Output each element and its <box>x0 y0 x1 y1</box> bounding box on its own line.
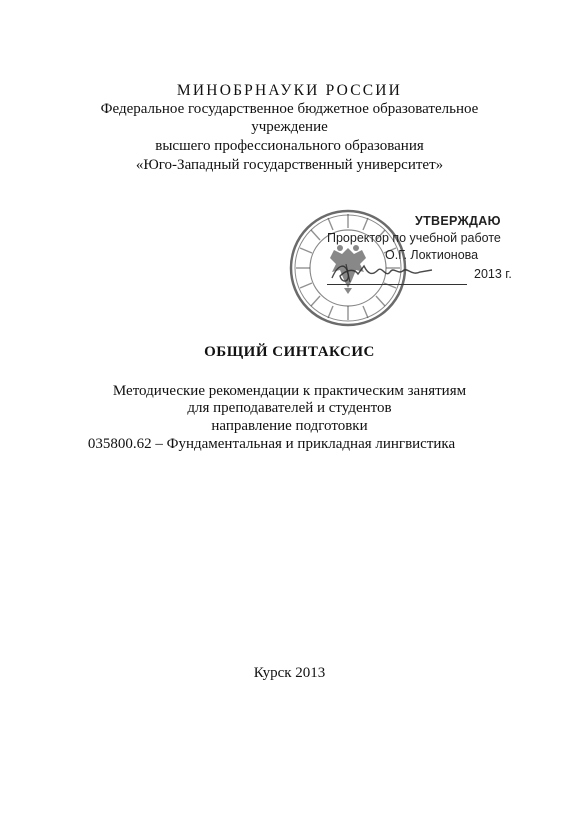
ministry-heading: МИНОБРНАУКИ РОССИИ <box>176 82 403 99</box>
org-line-4: «Юго-Западный государственный университет» <box>135 157 444 173</box>
document-title: ОБЩИЙ СИНТАКСИС <box>204 344 375 360</box>
description-line-3: направление подготовки <box>211 418 368 434</box>
approval-date: 2013 г. <box>474 267 512 281</box>
org-line-2: учреждение <box>251 119 328 135</box>
org-line-3: высшего профессионального образования <box>155 138 424 154</box>
approver-position: Проректор по учебной работе <box>327 231 501 245</box>
approve-label: УТВЕРЖДАЮ <box>415 214 501 228</box>
city-year: Курск 2013 <box>253 665 326 681</box>
description-line-2: для преподавателей и студентов <box>187 400 392 416</box>
org-line-1: Федеральное государственное бюджетное образовательное <box>100 101 479 117</box>
description-line-1: Методические рекомендации к практическим занятиям <box>112 383 467 399</box>
description-line-4: 035800.62 – Фундаментальная и прикладная лингвистика <box>87 436 456 452</box>
handwritten-signature-icon <box>328 256 438 286</box>
approver-name: О.Г. Локтионова <box>385 248 479 262</box>
